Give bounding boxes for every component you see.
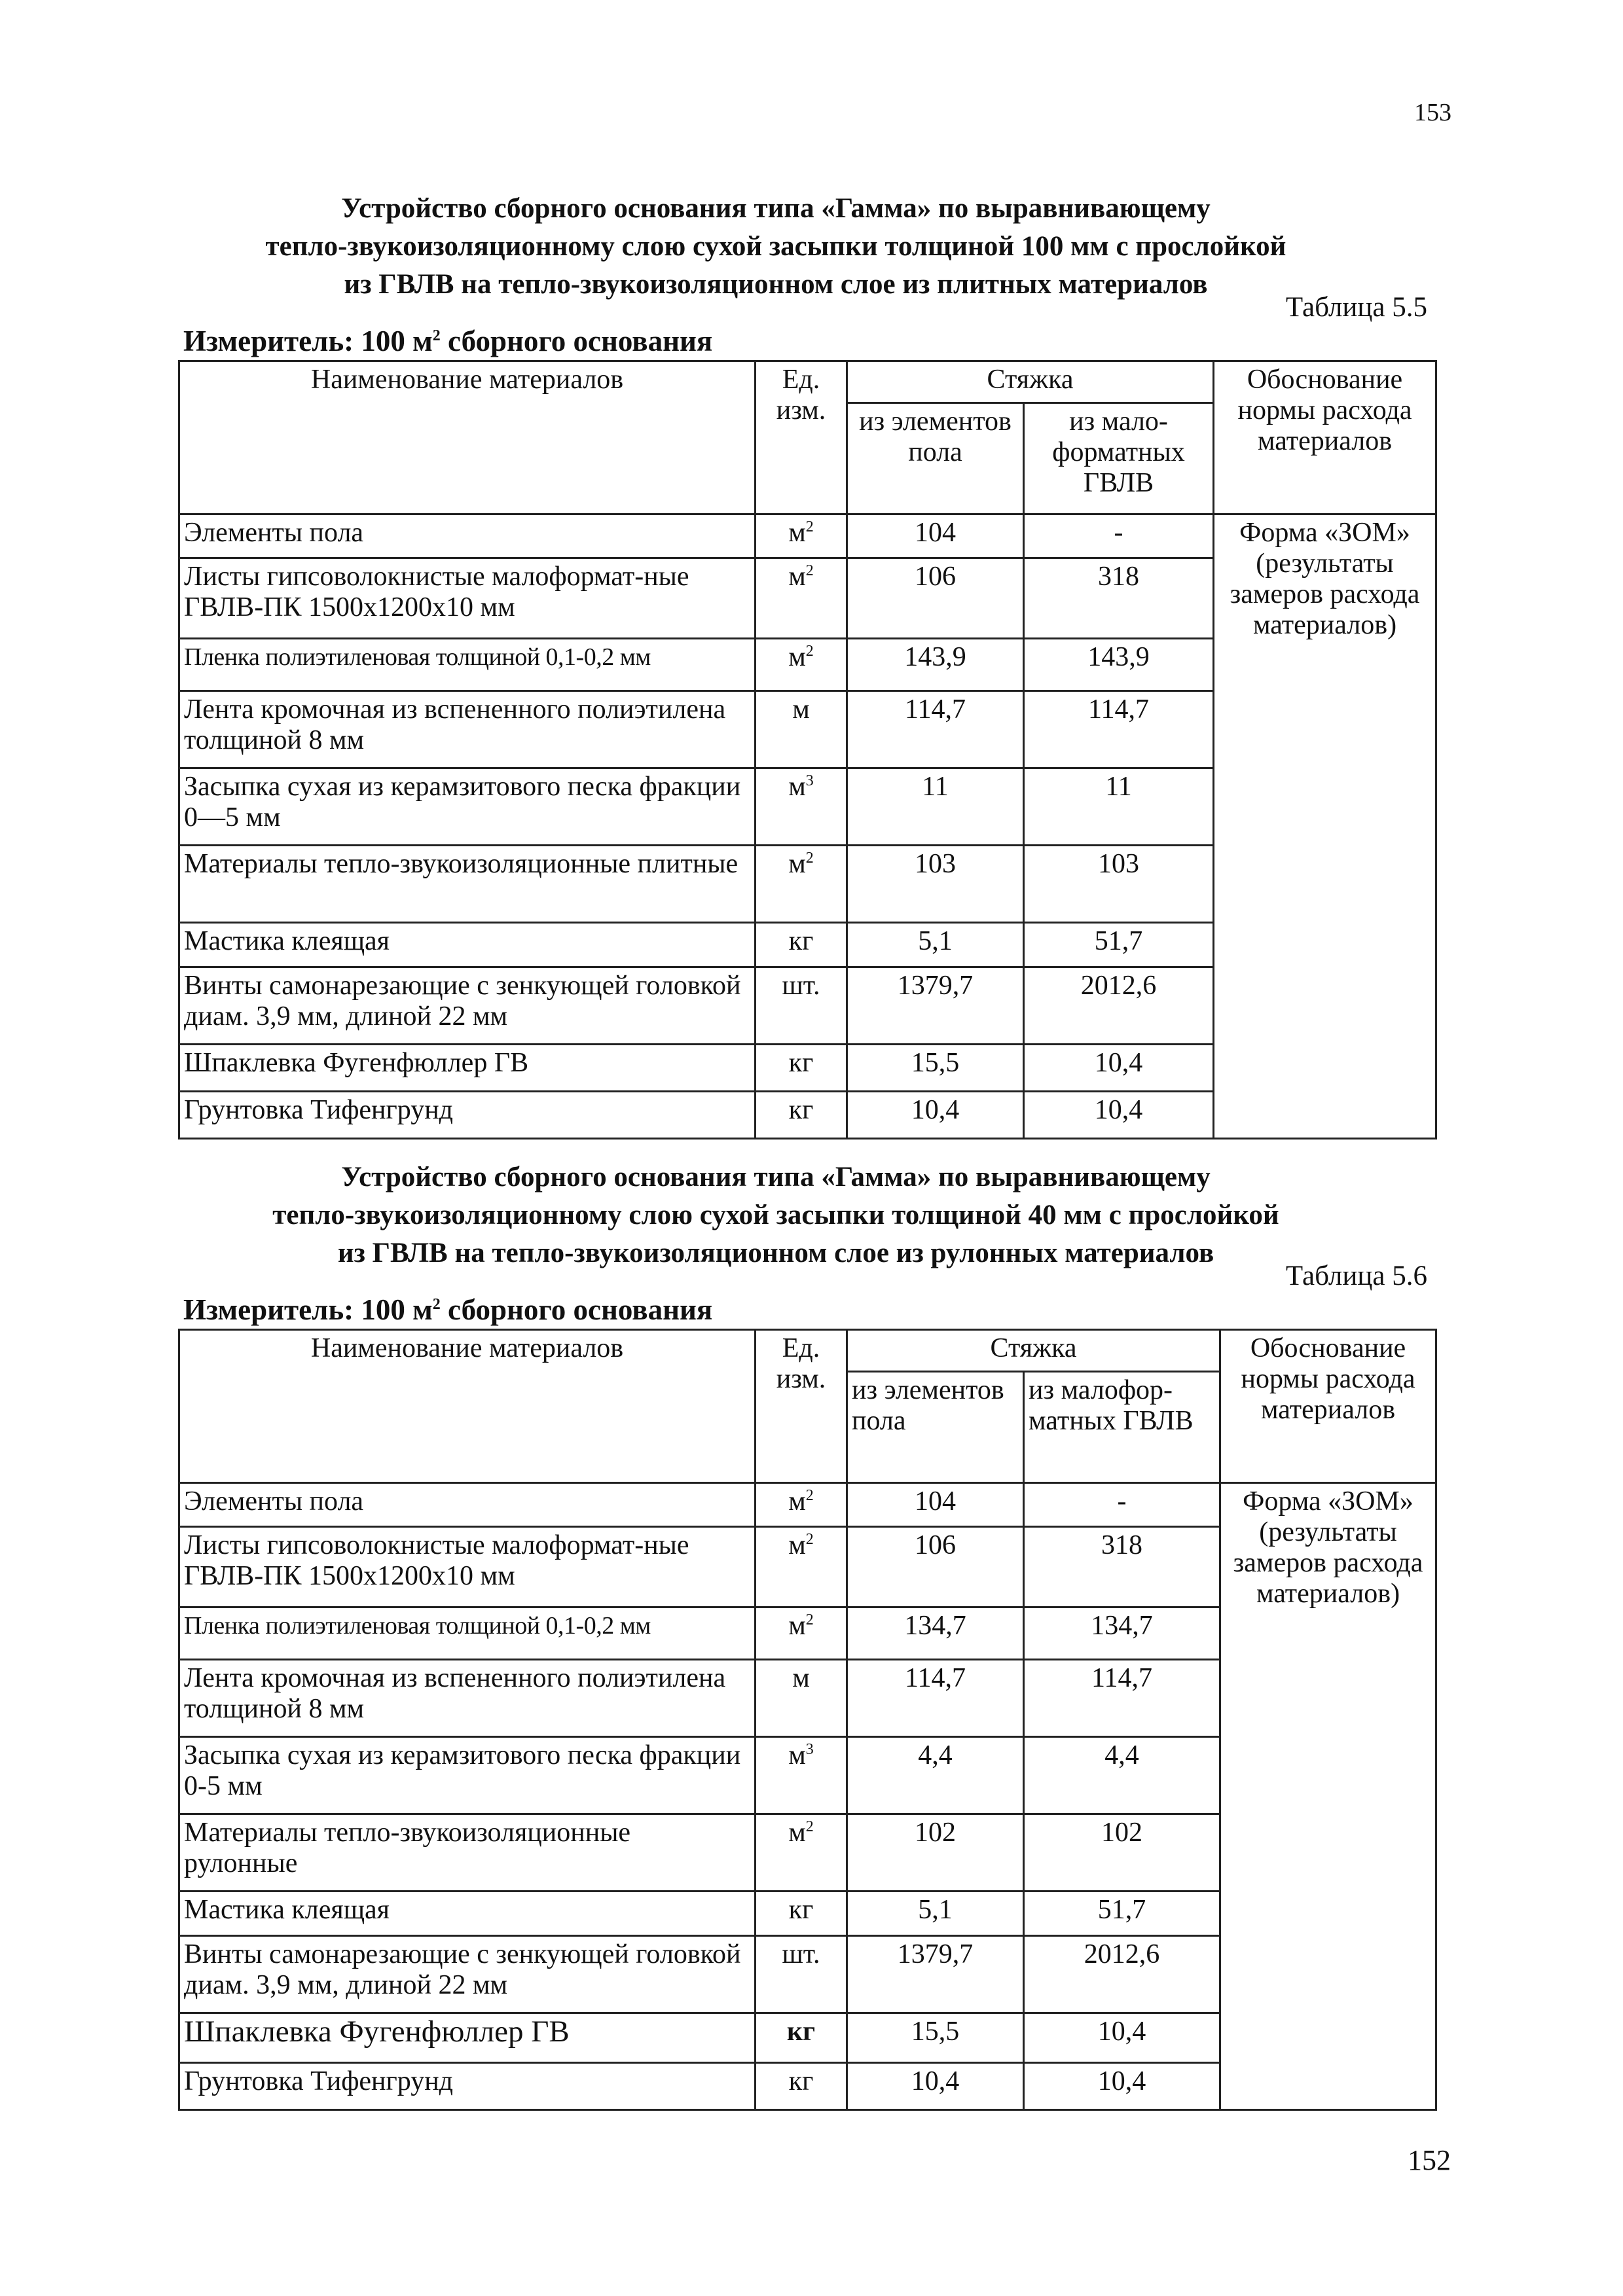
table-5-6-number: Таблица 5.6 bbox=[1285, 1261, 1427, 1291]
header-unit: Ед. изм. bbox=[756, 1330, 847, 1483]
page-number-bottom: 152 bbox=[1408, 2144, 1451, 2176]
row-value-1: 143,9 bbox=[847, 639, 1024, 691]
row-value-1: 15,5 bbox=[847, 1045, 1024, 1092]
row-name: Лента кромочная из вспененного полиэтилена толщиной 8 мм bbox=[179, 1660, 756, 1737]
row-value-2: 2012,6 bbox=[1024, 967, 1214, 1045]
row-name: Элементы пола bbox=[179, 1483, 756, 1527]
row-unit: $м^2$ bbox=[756, 846, 847, 923]
row-value-2: 318 bbox=[1024, 558, 1214, 639]
row-unit: $м^2$ bbox=[756, 639, 847, 691]
row-name: Материалы тепло-звукоизоляционные плитные bbox=[179, 846, 756, 923]
row-value-2: - bbox=[1024, 1483, 1220, 1527]
table-5-5-number: Таблица 5.5 bbox=[1285, 292, 1427, 323]
header-col1: из элементов пола bbox=[847, 403, 1024, 514]
row-name: Пленка полиэтиленовая толщиной 0,1-0,2 мм bbox=[179, 1607, 756, 1660]
row-value-1: 102 bbox=[847, 1814, 1024, 1892]
header-name: Наименование материалов bbox=[179, 1330, 756, 1483]
row-unit: кг bbox=[756, 1892, 847, 1936]
table-5-6 bbox=[178, 1329, 1437, 2111]
row-value-2: 51,7 bbox=[1024, 923, 1214, 967]
row-value-2: 318 bbox=[1024, 1527, 1220, 1607]
row-name: Пленка полиэтиленовая толщиной 0,1-0,2 мм bbox=[179, 639, 756, 691]
row-value-1: 10,4 bbox=[847, 1092, 1024, 1139]
row-value-1: 106 bbox=[847, 558, 1024, 639]
table-5-6-measure: Измеритель: 100 $м^2$ сборного основания bbox=[183, 1293, 713, 1326]
row-value-1: 11 bbox=[847, 768, 1024, 846]
header-col1: из элементов пола bbox=[847, 1372, 1024, 1483]
row-value-2: 134,7 bbox=[1024, 1607, 1220, 1660]
row-value-1: 114,7 bbox=[847, 691, 1024, 768]
basis-cell: Форма «ЗОМ» (результаты замеров расхода материалов) bbox=[1220, 1483, 1436, 2110]
row-name: Листы гипсоволокнистые малоформат-ные ГВЛВ-ПК 1500х1200х10 мм bbox=[179, 558, 756, 639]
row-unit: $м^2$ bbox=[756, 1814, 847, 1892]
row-name: Винты самонарезающие с зенкующей головкой диам. 3,9 мм, длиной 22 мм bbox=[179, 967, 756, 1045]
row-name: Мастика клеящая bbox=[179, 923, 756, 967]
header-screed: Стяжка bbox=[847, 361, 1214, 403]
row-unit: м bbox=[756, 691, 847, 768]
row-name: Лента кромочная из вспененного полиэтилена толщиной 8 мм bbox=[179, 691, 756, 768]
row-value-2: 11 bbox=[1024, 768, 1214, 846]
row-value-2: 4,4 bbox=[1024, 1737, 1220, 1814]
row-name: Грунтовка Тифенгрунд bbox=[179, 1092, 756, 1139]
row-value-1: 4,4 bbox=[847, 1737, 1024, 1814]
page-number-top: 153 bbox=[1414, 99, 1451, 126]
row-value-1: 114,7 bbox=[847, 1660, 1024, 1737]
header-screed: Стяжка bbox=[847, 1330, 1220, 1372]
basis-cell: Форма «ЗОМ» (результаты замеров расхода материалов) bbox=[1214, 514, 1436, 1139]
header-unit: Ед. изм. bbox=[756, 361, 847, 514]
row-unit: кг bbox=[756, 2013, 847, 2063]
row-value-1: 5,1 bbox=[847, 1892, 1024, 1936]
header-basis: Обоснование нормы расхода материалов bbox=[1220, 1330, 1436, 1483]
row-value-2: 143,9 bbox=[1024, 639, 1214, 691]
table-5-5 bbox=[178, 360, 1437, 1139]
row-value-1: 103 bbox=[847, 846, 1024, 923]
row-value-2: 114,7 bbox=[1024, 691, 1214, 768]
table-5-5-title: Устройство сборного основания типа «Гамма» по выравнивающему тепло-звукоизоляционному слою сухой засыпки толщиной 100 мм с прослойкой из ГВЛВ на тепло-звукоизоляционном слое из плитных материалов bbox=[265, 193, 1286, 300]
row-unit: $м^2$ bbox=[756, 1483, 847, 1527]
row-unit: $м^2$ bbox=[756, 514, 847, 558]
row-name: Шпаклевка Фугенфюллер ГВ bbox=[179, 1045, 756, 1092]
row-name: Листы гипсоволокнистые малоформат-ные ГВЛВ-ПК 1500х1200х10 мм bbox=[179, 1527, 756, 1607]
table-5-5-measure: Измеритель: 100 $м^2$ сборного основания bbox=[183, 325, 713, 357]
row-value-1: 104 bbox=[847, 514, 1024, 558]
header-col2: из малофор-матных ГВЛВ bbox=[1024, 1372, 1220, 1483]
row-unit: м bbox=[756, 1660, 847, 1737]
row-value-1: 5,1 bbox=[847, 923, 1024, 967]
row-value-2: 10,4 bbox=[1024, 2063, 1220, 2110]
row-value-1: 104 bbox=[847, 1483, 1024, 1527]
row-unit: кг bbox=[756, 1045, 847, 1092]
row-value-2: 103 bbox=[1024, 846, 1214, 923]
row-value-2: 2012,6 bbox=[1024, 1936, 1220, 2013]
row-unit: $м^3$ bbox=[756, 1737, 847, 1814]
row-unit: $м^2$ bbox=[756, 558, 847, 639]
row-name: Элементы пола bbox=[179, 514, 756, 558]
row-value-1: 15,5 bbox=[847, 2013, 1024, 2063]
row-name: Засыпка сухая из керамзитового песка фракции 0-5 мм bbox=[179, 1737, 756, 1814]
header-name: Наименование материалов bbox=[179, 361, 756, 514]
row-unit: шт. bbox=[756, 1936, 847, 2013]
row-unit: шт. bbox=[756, 967, 847, 1045]
row-unit: $м^2$ bbox=[756, 1607, 847, 1660]
header-col2: из мало-форматных ГВЛВ bbox=[1024, 403, 1214, 514]
row-unit: $м^2$ bbox=[756, 1527, 847, 1607]
row-name: Засыпка сухая из керамзитового песка фракции 0—5 мм bbox=[179, 768, 756, 846]
row-unit: кг bbox=[756, 2063, 847, 2110]
row-value-2: 10,4 bbox=[1024, 1092, 1214, 1139]
row-name: Винты самонарезающие с зенкующей головкой диам. 3,9 мм, длиной 22 мм bbox=[179, 1936, 756, 2013]
row-name: Материалы тепло-звукоизоляционные рулонные bbox=[179, 1814, 756, 1892]
row-value-2: 10,4 bbox=[1024, 2013, 1220, 2063]
row-unit: кг bbox=[756, 1092, 847, 1139]
row-name: Грунтовка Тифенгрунд bbox=[179, 2063, 756, 2110]
row-value-2: 51,7 bbox=[1024, 1892, 1220, 1936]
table-5-6-title: Устройство сборного основания типа «Гамма» по выравнивающему тепло-звукоизоляционному слою сухой засыпки толщиной 40 мм с прослойкой из ГВЛВ на тепло-звукоизоляционном слое из рулонных материалов bbox=[272, 1162, 1279, 1268]
row-unit: кг bbox=[756, 923, 847, 967]
row-value-2: 102 bbox=[1024, 1814, 1220, 1892]
row-name: Шпаклевка Фугенфюллер ГВ bbox=[179, 2013, 756, 2063]
row-value-2: - bbox=[1024, 514, 1214, 558]
row-unit: $м^3$ bbox=[756, 768, 847, 846]
row-value-1: 134,7 bbox=[847, 1607, 1024, 1660]
row-value-2: 114,7 bbox=[1024, 1660, 1220, 1737]
row-value-1: 1379,7 bbox=[847, 1936, 1024, 2013]
row-name: Мастика клеящая bbox=[179, 1892, 756, 1936]
row-value-2: 10,4 bbox=[1024, 1045, 1214, 1092]
row-value-1: 106 bbox=[847, 1527, 1024, 1607]
header-basis: Обоснование нормы расхода материалов bbox=[1214, 361, 1436, 514]
row-value-1: 10,4 bbox=[847, 2063, 1024, 2110]
row-value-1: 1379,7 bbox=[847, 967, 1024, 1045]
